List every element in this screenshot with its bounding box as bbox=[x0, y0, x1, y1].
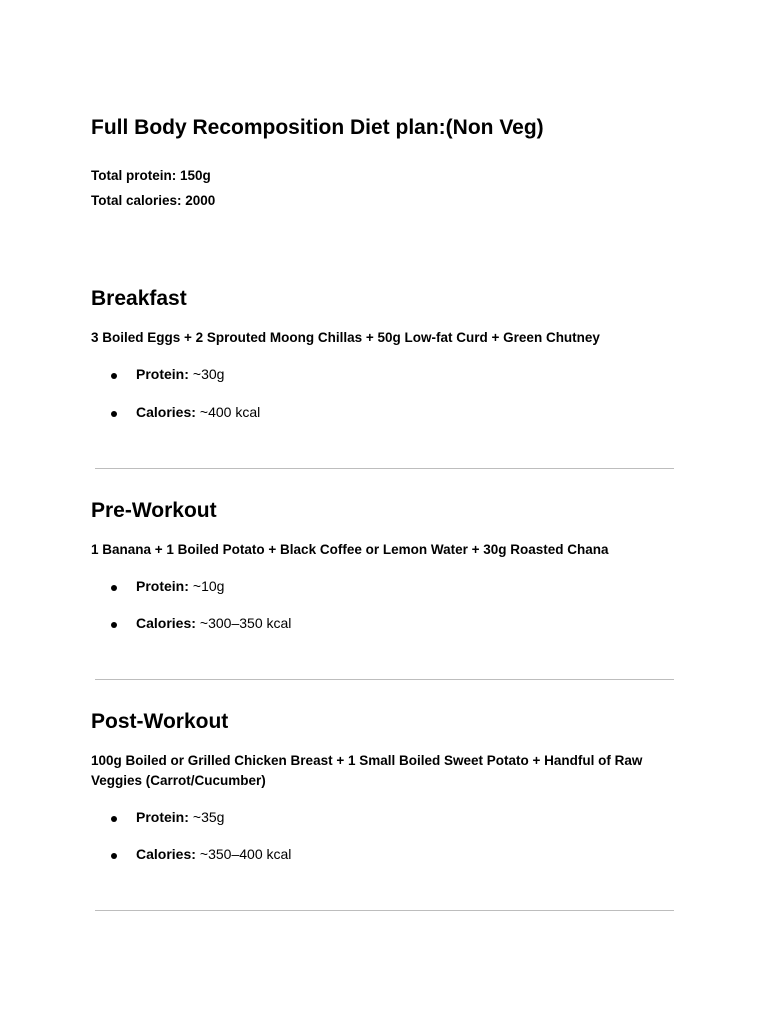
calories-entry bbox=[136, 846, 291, 862]
calories-value: ~400 kcal bbox=[199, 404, 261, 420]
protein-value: ~35g bbox=[192, 809, 225, 825]
bullet-icon bbox=[111, 622, 117, 628]
section-divider bbox=[95, 910, 674, 911]
calories-entry bbox=[136, 404, 260, 420]
meal-description: 1 Banana + 1 Boiled Potato + Black Coffee or Lemon Water + 30g Roasted Chana bbox=[91, 542, 609, 557]
section-divider bbox=[95, 468, 674, 469]
bullet-icon bbox=[111, 816, 117, 822]
calories-entry bbox=[136, 615, 291, 631]
section-divider bbox=[95, 679, 674, 680]
protein-entry bbox=[136, 366, 224, 382]
protein-value: ~30g bbox=[192, 366, 225, 382]
protein-label: Protein: bbox=[136, 578, 189, 594]
protein-entry bbox=[136, 809, 224, 825]
calories-label: Calories: bbox=[136, 404, 196, 420]
calories-value: ~350–400 kcal bbox=[199, 846, 292, 862]
calories-value: ~300–350 kcal bbox=[199, 615, 292, 631]
protein-label: Protein: bbox=[136, 366, 189, 382]
section-heading: Pre-Workout bbox=[91, 499, 217, 522]
meal-description: 100g Boiled or Grilled Chicken Breast + 1 Small Boiled Sweet Potato + Handful of Raw Veggies (Carrot/Cucumber) bbox=[91, 753, 643, 788]
section-heading: Breakfast bbox=[91, 287, 187, 310]
meal-description: 3 Boiled Eggs + 2 Sprouted Moong Chillas + 50g Low-fat Curd + Green Chutney bbox=[91, 330, 600, 345]
bullet-icon bbox=[111, 853, 117, 859]
total-calories-text: Total calories: 2000 bbox=[91, 193, 216, 208]
protein-entry bbox=[136, 578, 224, 594]
bullet-icon bbox=[111, 585, 117, 591]
bullet-icon bbox=[111, 373, 117, 379]
total-protein-text: Total protein: 150g bbox=[91, 168, 211, 183]
document-title: Full Body Recomposition Diet plan:(Non Veg) bbox=[91, 116, 544, 139]
section-heading: Post-Workout bbox=[91, 710, 229, 733]
bullet-icon bbox=[111, 411, 117, 417]
calories-label: Calories: bbox=[136, 615, 196, 631]
protein-label: Protein: bbox=[136, 809, 189, 825]
calories-label: Calories: bbox=[136, 846, 196, 862]
protein-value: ~10g bbox=[192, 578, 225, 594]
